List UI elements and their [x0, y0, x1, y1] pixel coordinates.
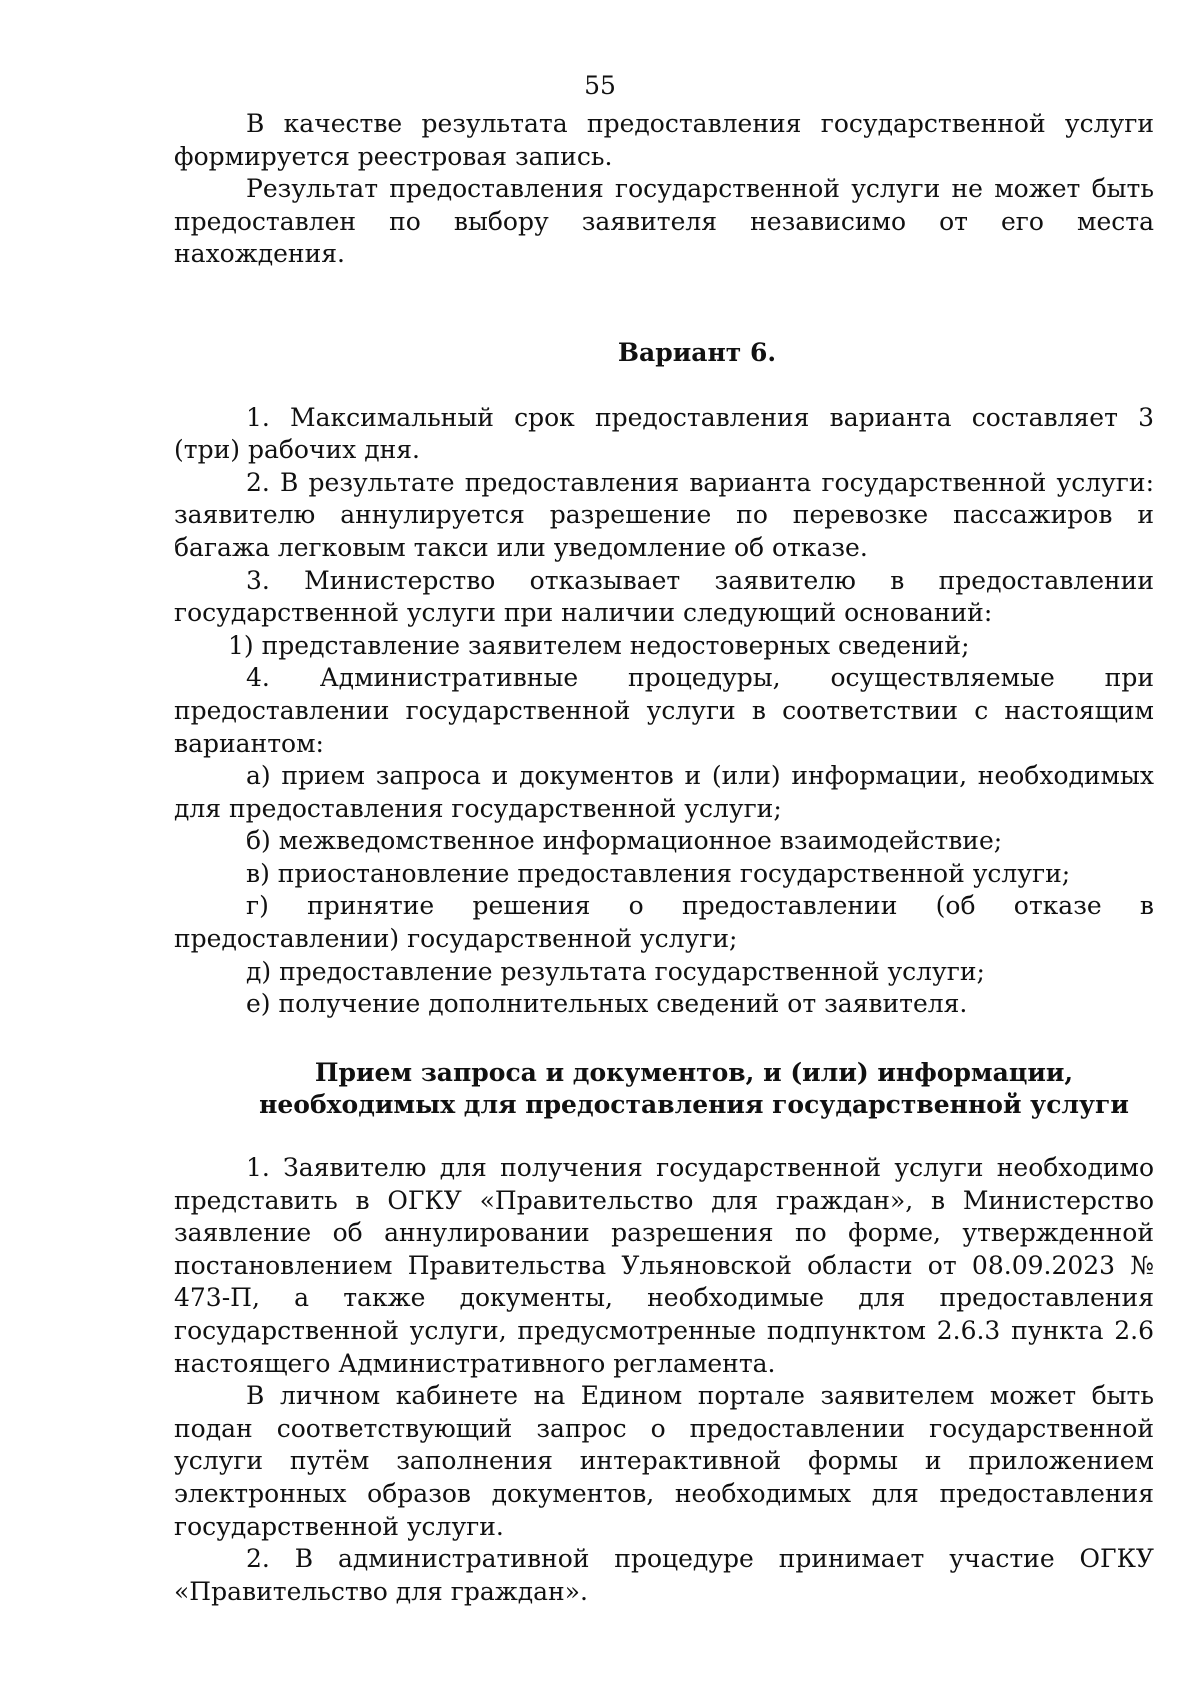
variant-item-3-1: 1) представление заявителем недостоверных сведений; — [228, 630, 970, 660]
procedure-e: е) получение дополнительных сведений от заявителя. — [246, 989, 968, 1019]
procedure-d: д) предоставление результата государственной услуги; — [246, 956, 985, 986]
variant-item-2: 2. В результате предоставления варианта государственной услуги: заявителю аннулируется разрешение по перевозке пассажиров и багажа легковым такси или уведомление об отказе. — [174, 467, 1154, 562]
variant-item-4: 4. Административные процедуры, осуществляемые при предоставлении государственной услуги в соответствии с настоящим вариантом: — [174, 663, 1154, 758]
variant-item-1: 1. Максимальный срок предоставления варианта составляет 3 (три) рабочих дня. — [174, 402, 1154, 465]
variant-item-3: 3. Министерство отказывает заявителю в предоставлении государственной услуги при наличии следующий оснований: — [174, 565, 1154, 628]
section-item-1: 1. Заявителю для получения государственной услуги необходимо представить в ОГКУ «Правительство для граждан», в Министерство заявление об аннулировании разрешения по форме, утвержденной постановлением Правительства Ульяновской области от 08.09.2023 № 473-П, а также документы, необходимые для предоставления государственной услуги, предусмотренные подпунктом 2.6.3 пункта 2.6 настоящего Административного регламента. — [174, 1153, 1154, 1378]
section-heading: Прием запроса и документов, и (или) информации, необходимых для предоставления государственной услуги — [259, 1057, 1129, 1120]
procedure-a: а) прием запроса и документов и (или) информации, необходимых для предоставления государственной услуги; — [174, 761, 1154, 823]
procedure-v: в) приостановление предоставления государственной услуги; — [246, 858, 1071, 888]
procedure-g: г) принятие решения о предоставлении (об отказе в предоставлении) государственной услуги; — [174, 891, 1154, 954]
variant-heading: Вариант 6. — [617, 337, 777, 367]
document-body — [174, 108, 1154, 1608]
page-number: 55 — [584, 71, 616, 100]
paragraph-result-location: Результат предоставления государственной услуги не может быть предоставлен по выбору заявителя независимо от его места нахождения. — [174, 174, 1154, 269]
section-item-1-portal: В личном кабинете на Едином портале заявителем может быть подан соответствующий запрос о предоставлении государственной услуги путём заполнения интерактивной формы и приложением электронных образов документов, необходимых для предоставления государственной услуги. — [174, 1381, 1154, 1541]
section-item-2: 2. В административной процедуре принимает участие ОГКУ «Правительство для граждан». — [174, 1544, 1154, 1606]
paragraph-result-record: В качестве результата предоставления государственной услуги формируется реестровая запись. — [174, 109, 1154, 171]
procedure-b: б) межведомственное информационное взаимодействие; — [246, 826, 1003, 856]
